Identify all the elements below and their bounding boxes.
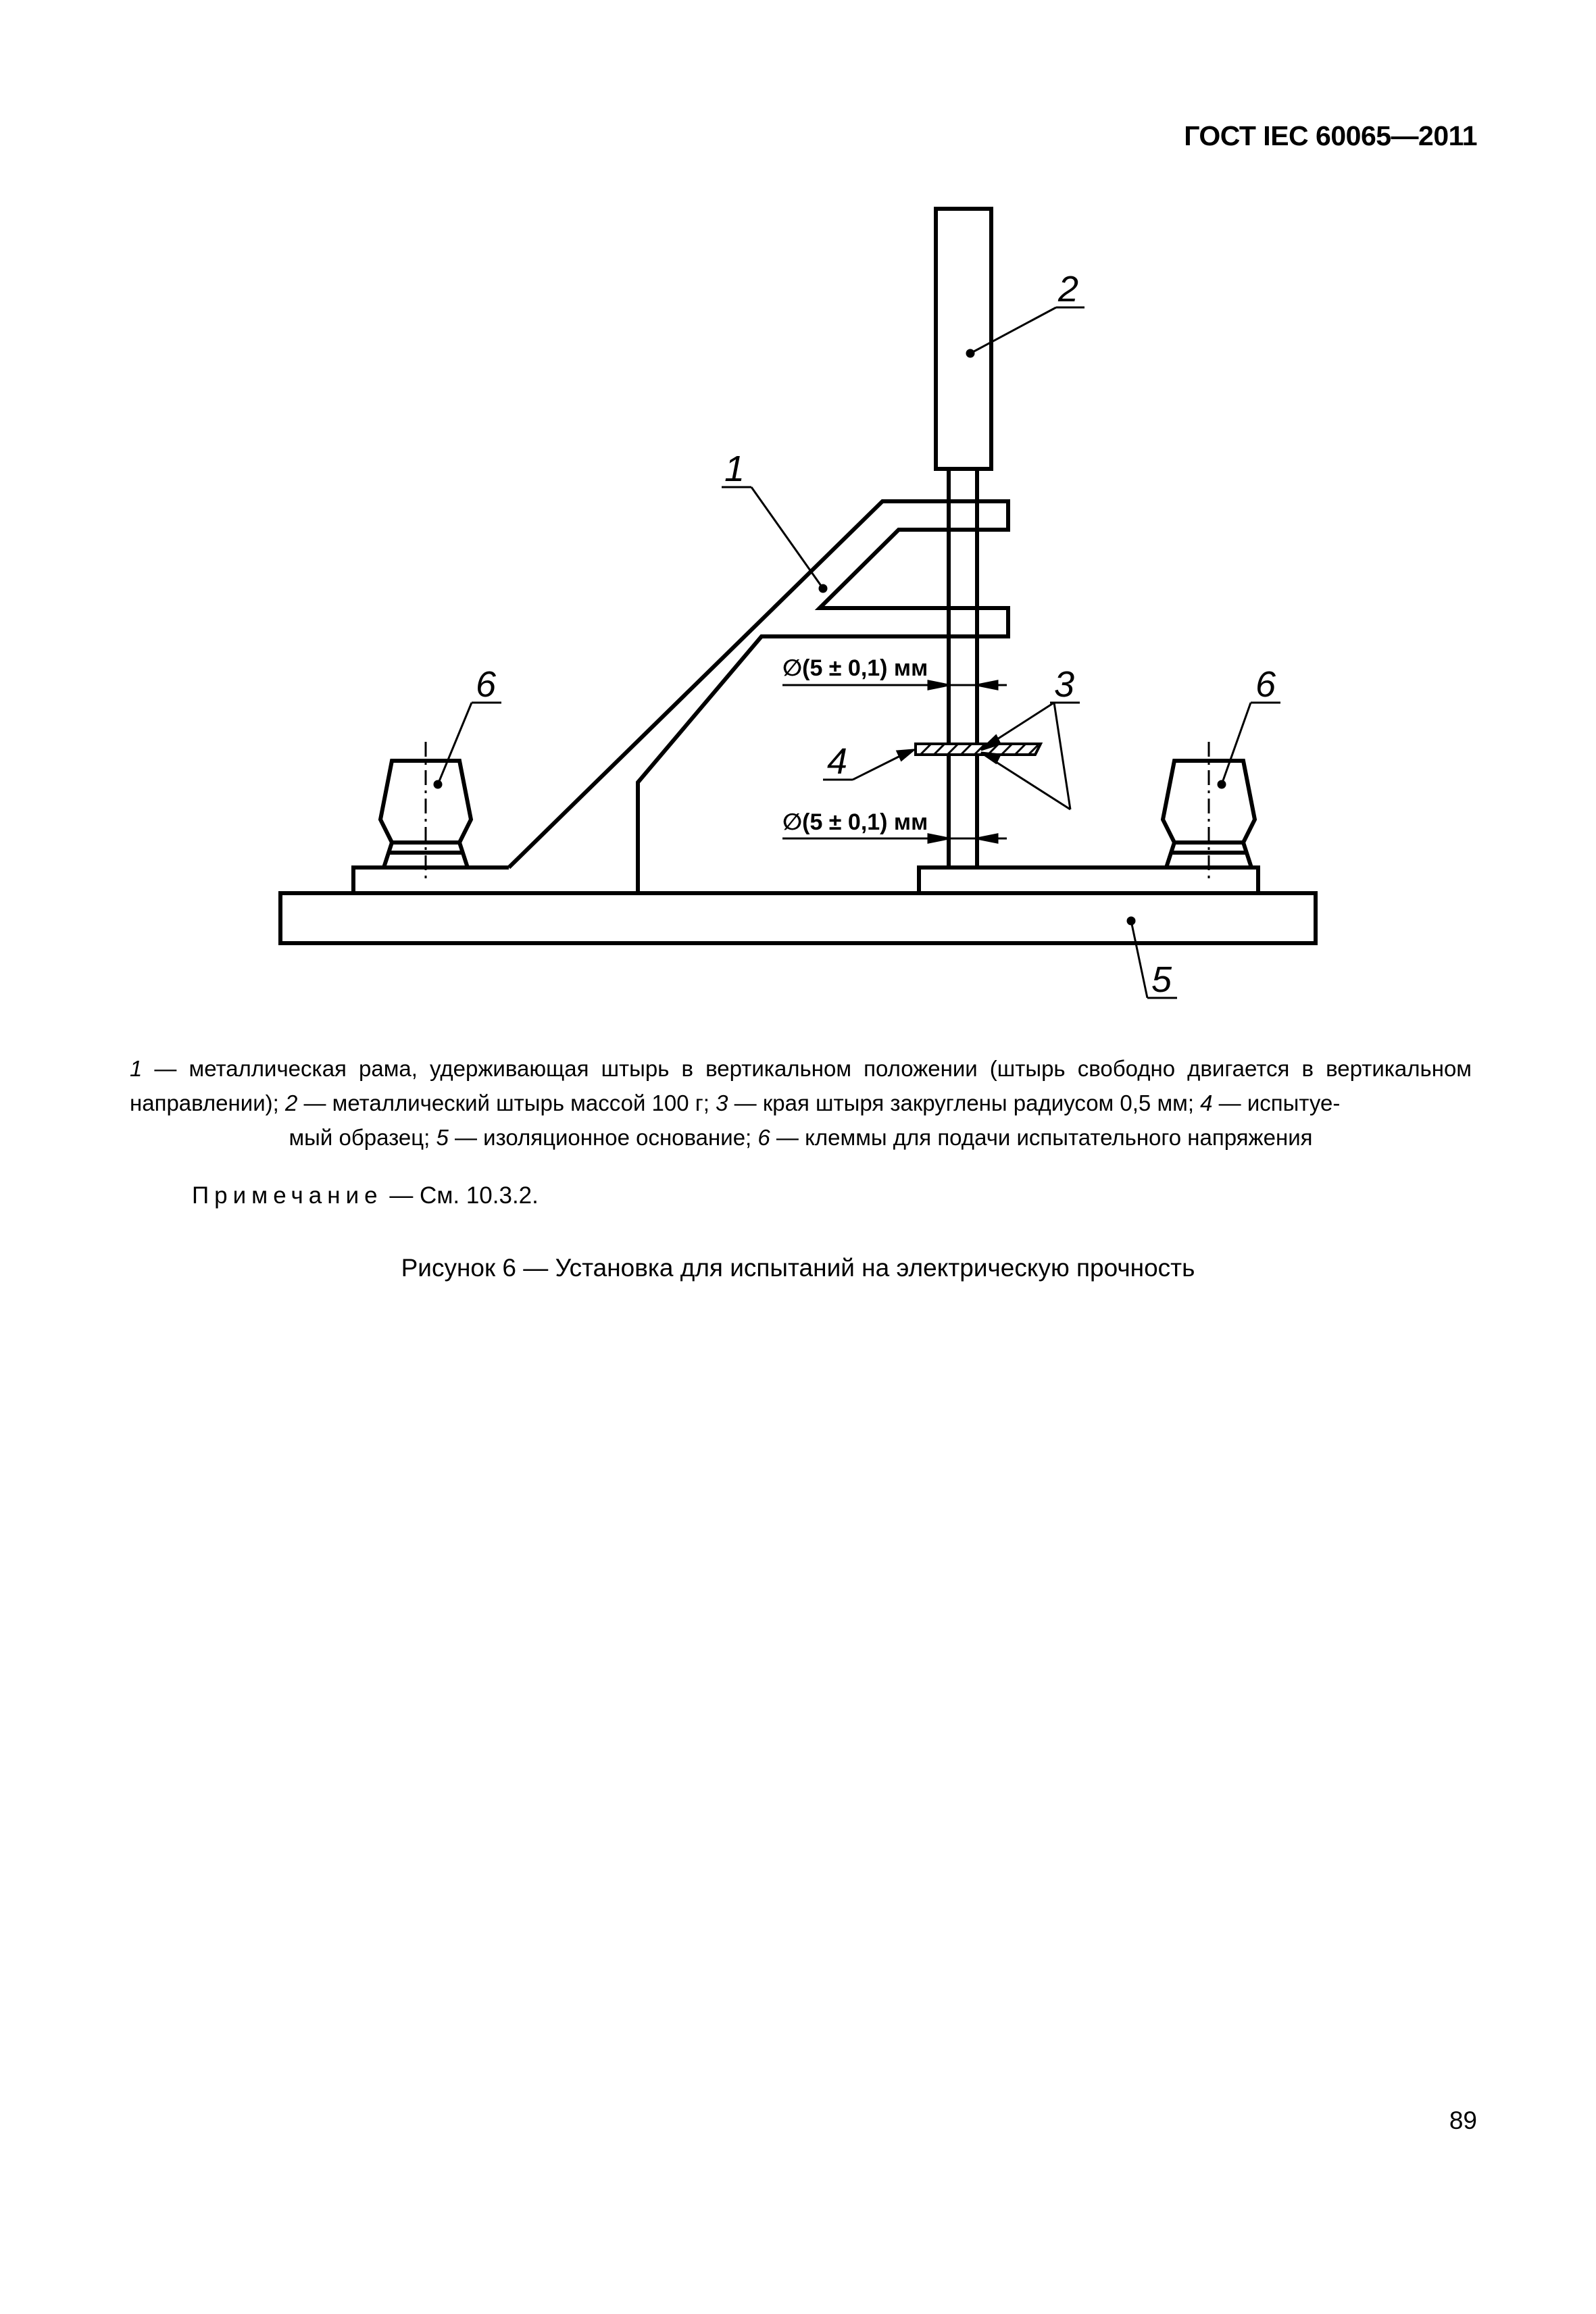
callout-5: 5 xyxy=(1151,959,1172,1000)
figure-note xyxy=(192,1182,539,1209)
leader-2-dot xyxy=(967,350,974,357)
dimension-arrow-top-right xyxy=(977,681,997,689)
legend-text-3: — края штыря закруглены радиусом 0,5 мм; xyxy=(728,1090,1201,1115)
leader-5-dot xyxy=(1128,917,1134,924)
leader-3-b xyxy=(1054,703,1070,809)
legend-text-5: — изоляционное основание; xyxy=(448,1125,758,1150)
leader-3-a xyxy=(990,703,1054,744)
leader-6-right-dot xyxy=(1218,781,1225,788)
terminal-right xyxy=(1163,742,1255,878)
figure-drawing xyxy=(0,0,1596,1054)
note-text: — См. 10.3.2. xyxy=(382,1182,539,1209)
legend-lines-1-2 xyxy=(130,1051,1472,1120)
legend-text-1: — металлическая рама, удерживающая штырь в вертикальном положении (штырь свободно двигается в вертикальном направлении); xyxy=(130,1056,1472,1115)
leader-4-arrow xyxy=(897,750,914,760)
leader-1 xyxy=(751,487,823,588)
leader-3-c xyxy=(990,758,1070,809)
leader-5 xyxy=(1131,921,1147,998)
callout-6-left: 6 xyxy=(476,664,497,705)
pin-weight xyxy=(936,209,991,469)
figure-caption: Рисунок 6 — Установка для испытаний на электрическую прочность xyxy=(401,1254,1195,1282)
dimension-label-top: ∅(5 ± 0,1) мм xyxy=(782,655,928,681)
legend-num-5: 5 xyxy=(436,1125,449,1150)
legend-num-1: 1 xyxy=(130,1056,143,1081)
callout-4: 4 xyxy=(827,741,848,782)
legend-text-4a: — испытуе- xyxy=(1212,1090,1341,1115)
test-sample xyxy=(916,744,1041,755)
terminal-left xyxy=(380,742,471,878)
leader-6-left-dot xyxy=(434,781,441,788)
legend-num-4: 4 xyxy=(1200,1090,1213,1115)
page-number: 89 xyxy=(1449,2107,1477,2134)
callout-3: 3 xyxy=(1054,664,1075,705)
frame-right-plate xyxy=(919,867,1258,893)
leader-3-arrow-c xyxy=(981,753,1000,763)
dimension-arrow-bottom-left xyxy=(928,834,949,842)
legend-num-6: 6 xyxy=(757,1125,770,1150)
dimension-arrow-top-left xyxy=(928,681,949,689)
legend-line-3 xyxy=(130,1120,1472,1155)
callout-2: 2 xyxy=(1058,269,1079,309)
test-setup-figure xyxy=(0,0,1596,1054)
legend-text-2: — металлический штырь массой 100 г; xyxy=(297,1090,716,1115)
callout-1: 1 xyxy=(724,449,745,489)
leader-4 xyxy=(853,755,901,780)
leader-1-dot xyxy=(820,585,826,592)
dimension-arrow-bottom-right xyxy=(977,834,997,842)
dimension-label-bottom: ∅(5 ± 0,1) мм xyxy=(782,809,928,835)
insulating-base xyxy=(280,893,1316,943)
legend-num-2: 2 xyxy=(284,1090,298,1115)
legend-num-3: 3 xyxy=(716,1090,728,1115)
note-label: Примечание xyxy=(192,1182,383,1209)
leader-6-left xyxy=(438,703,472,784)
frame-left-foot xyxy=(353,867,509,893)
document-header: ГОСТ IEC 60065—2011 xyxy=(1184,120,1477,151)
leader-2 xyxy=(970,307,1056,353)
figure-legend xyxy=(130,1051,1472,1155)
legend-text-4b: мый образец; xyxy=(289,1125,437,1150)
legend-text-6: — клеммы для подачи испытательного напряжения xyxy=(770,1125,1313,1150)
callout-6-right: 6 xyxy=(1255,664,1276,705)
